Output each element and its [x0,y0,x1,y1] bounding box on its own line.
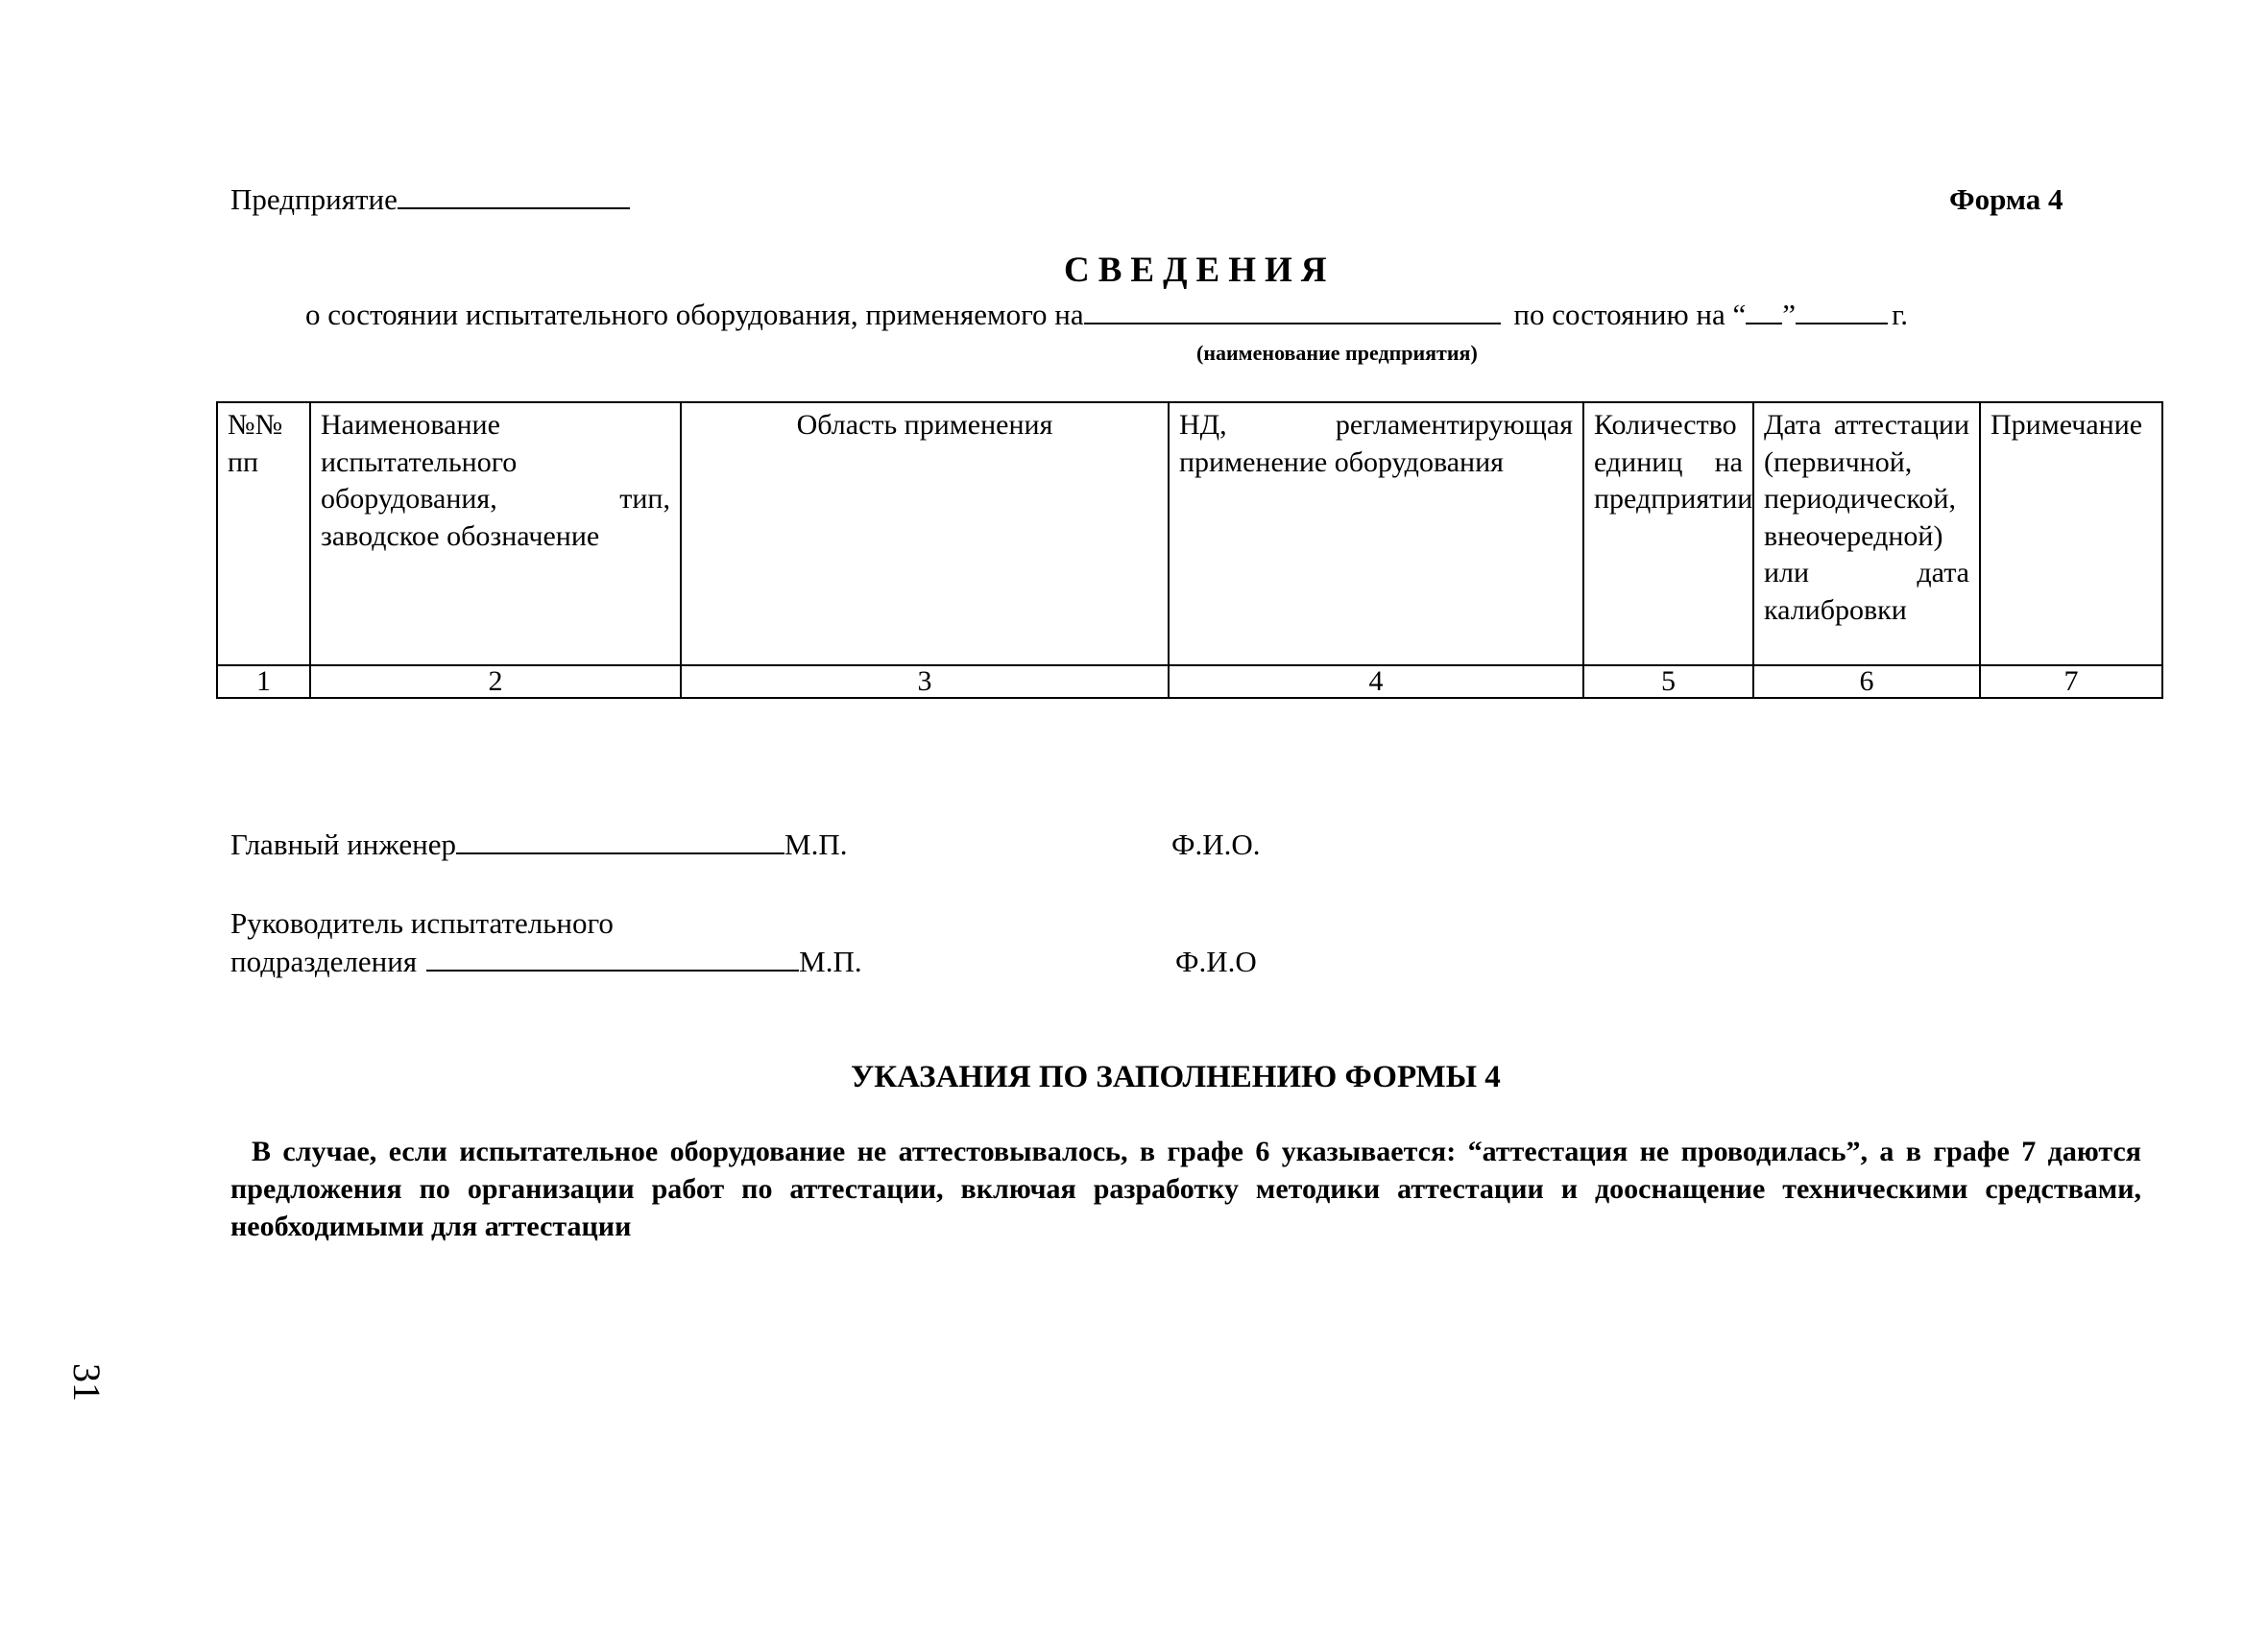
enterprise-label-text: Предприятие [230,182,398,216]
column-number: 5 [1583,665,1753,698]
instructions-text: В случае, если испытательное оборудование не аттестовывалось, в графе 6 указывается: “аттестация не проводилась”, а в графе 7 даются предложения по организации работ по аттестации, включая разработку методики аттестации и дооснащение техническими средствами, необходимыми для аттестации [230,1136,2141,1242]
chief-engineer-signature [230,828,847,862]
day-blank [1746,323,1782,324]
department-head-fio: Ф.И.О [1175,945,1257,978]
column-header-note: Примечание [1980,402,2162,665]
column-number: 7 [1980,665,2162,698]
subtitle-quote-close: ” [1782,298,1797,331]
department-head-label: Руководитель испытательного [230,906,614,940]
column-number: 4 [1169,665,1583,698]
department-head-signature [230,945,862,979]
enterprise-name-blank [1084,323,1501,324]
column-header-application-area: Область применения [681,402,1169,665]
column-number: 1 [217,665,310,698]
instructions-title: УКАЗАНИЯ ПО ЗАПОЛНЕНИЮ ФОРМЫ 4 [851,1060,1501,1094]
subtitle-line [305,298,1908,332]
page-number: 31 [65,1363,109,1402]
subtitle-year: г. [1892,298,1909,331]
column-number: 6 [1753,665,1980,698]
stamp-label: М.П. [799,945,862,978]
chief-engineer-blank [456,852,784,854]
column-header-equipment-name: Наименование испытательного оборудования, тип, заводское обозначение [310,402,681,665]
enterprise-blank [398,207,630,209]
table-number-row [217,665,2162,698]
subtitle-prefix: о состоянии испытательного оборудования, применяемого на [305,298,1084,331]
column-number: 3 [681,665,1169,698]
form-number: Форма 4 [1949,182,2063,216]
department-head-blank [426,970,799,972]
month-blank [1796,323,1888,324]
column-header-attestation-date: Дата аттестации (первичной, периодической, внеочередной) или дата калибровки [1753,402,1980,665]
column-header-regulation: НД, регламентирующая применение оборудования [1169,402,1583,665]
subtitle-status: по состоянию на “ [1513,298,1747,331]
chief-engineer-label: Главный инженер [230,828,457,861]
department-head-label-2: подразделения [230,945,418,978]
stamp-label: М.П. [784,828,848,861]
chief-engineer-fio: Ф.И.О. [1171,828,1261,861]
enterprise-label [230,182,630,217]
equipment-table [216,401,2163,699]
table-header-row [217,402,2162,665]
column-header-quantity: Количество единиц на предприятии [1583,402,1753,665]
column-header-number: №№ пп [217,402,310,665]
column-number: 2 [310,665,681,698]
enterprise-caption: (наименование предприятия) [1196,341,1478,365]
document-title: СВЕДЕНИЯ [1064,251,1336,290]
